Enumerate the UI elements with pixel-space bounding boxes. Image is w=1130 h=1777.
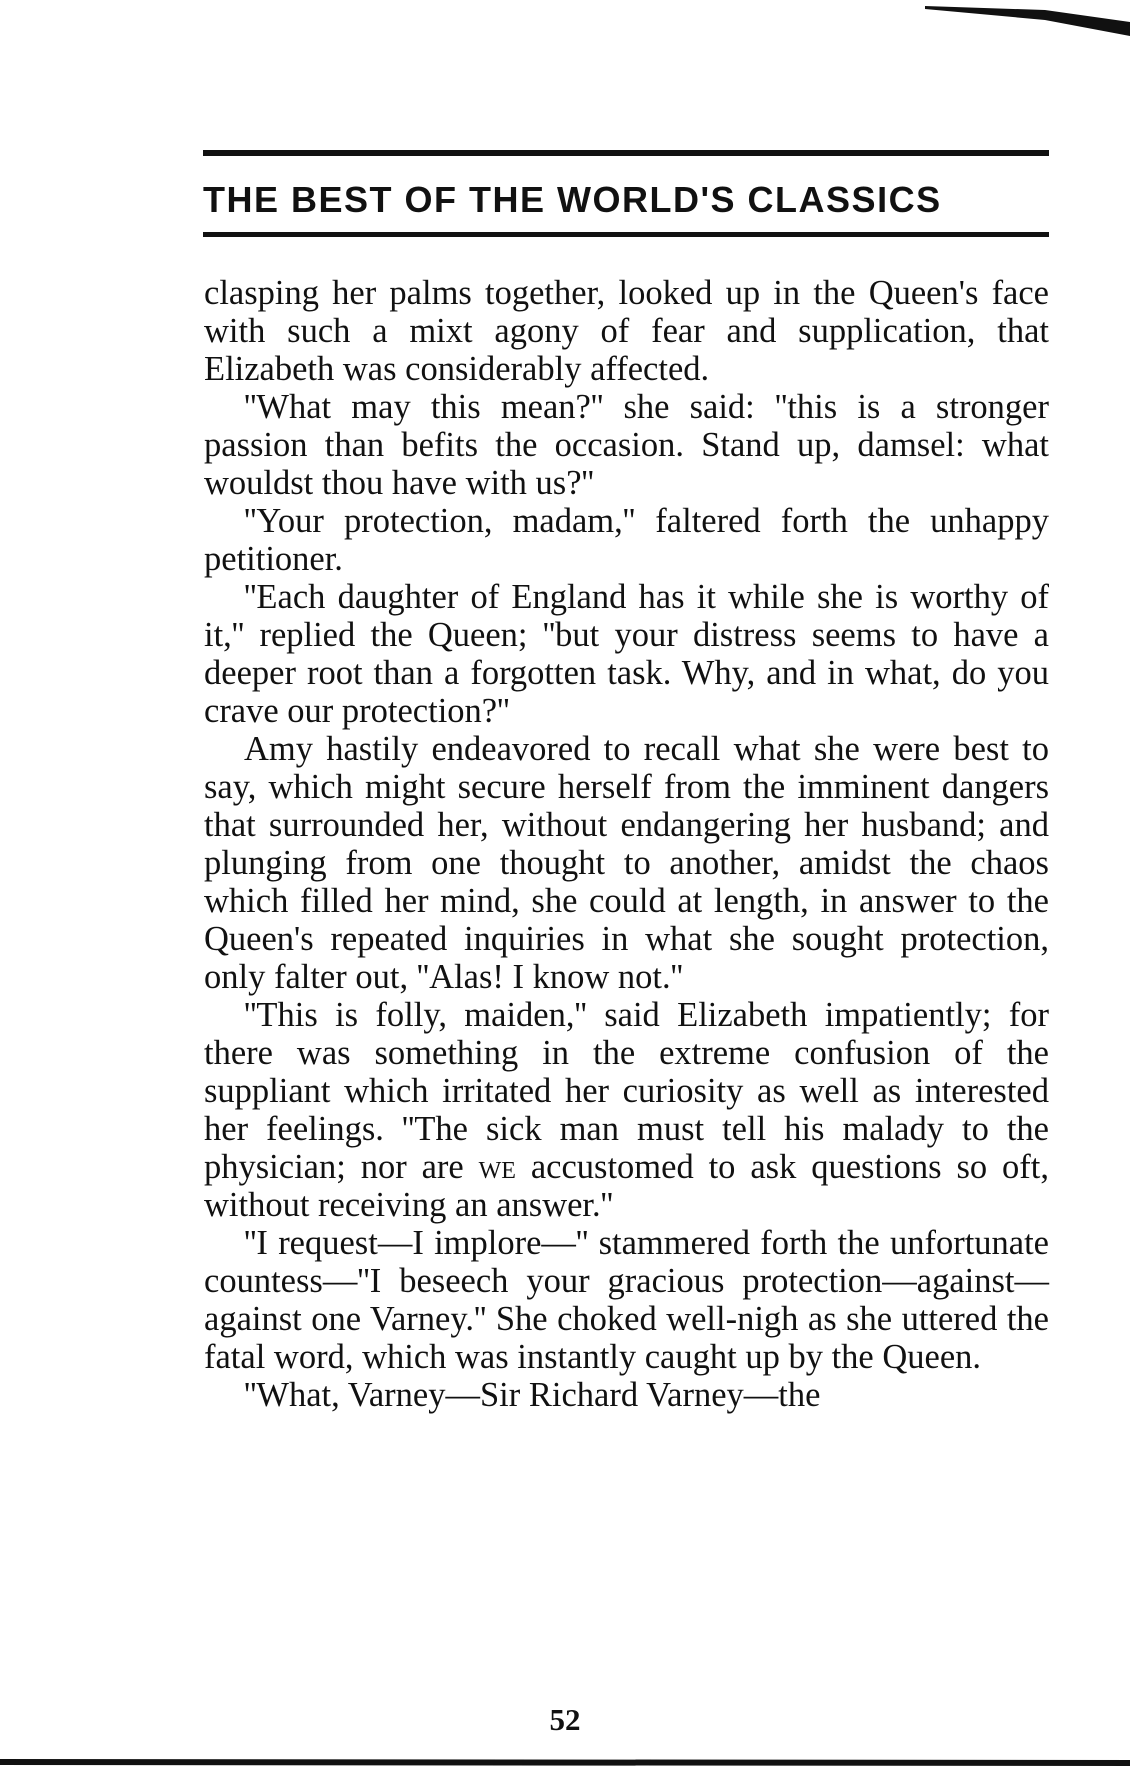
paragraph-text: ''What may this mean?'' she said: ''this is a stronger passion than befits the occasion. Stand up, damsel: what wouldst thou have with us?'' <box>204 388 1049 502</box>
small-caps-word: we <box>478 1148 516 1186</box>
paragraph <box>204 274 1049 388</box>
body-text <box>204 274 1049 1414</box>
paragraph <box>204 578 1049 730</box>
running-head-title: THE BEST OF THE WORLD'S CLASSICS <box>203 179 942 220</box>
paragraph-text: ''Each daughter of England has it while she is worthy of it,'' replied the Queen; ''but your distress seems to have a deeper root than a forgotten task. Why, and in what, do you crave our protection?'' <box>204 578 1049 730</box>
paragraph <box>204 730 1049 996</box>
paragraph-text: accustomed to ask questions so oft, without receiving an answer.'' <box>204 1148 1049 1224</box>
bottom-rule <box>0 1757 1130 1767</box>
running-head <box>203 150 1049 237</box>
paragraph-text: clasping her palms together, looked up in the Queen's face with such a mixt agony of fear and supplication, that Elizabeth was considerably affected. <box>204 274 1049 388</box>
paragraph <box>204 996 1049 1224</box>
page-number: 52 <box>549 1702 581 1737</box>
paragraph <box>204 1224 1049 1376</box>
paragraph-text: ''Your protection, madam,'' faltered forth the unhappy petitioner. <box>204 502 1049 578</box>
paragraph <box>204 502 1049 578</box>
paragraph-text: ''This is folly, maiden,'' said Elizabeth impatiently; for there was something in the extreme confusion of the suppliant which irritated her curiosity as well as interested her feelings. ''The sick man must tell his malady to the physician; nor are <box>204 996 1049 1186</box>
paragraph-text: ''What, Varney—Sir Richard Varney—the <box>244 1376 821 1414</box>
header-bottom-rule <box>203 232 1049 237</box>
paragraph-text: Amy hastily endeavored to recall what she were best to say, which might secure herself from the imminent dangers that surrounded her, without endangering her husband; and plunging from one thought to another, amidst the chaos which filled her mind, she could at length, in answer to the Queen's repeated inquiries in what she sought protection, only falter out, ''Alas! I know not.'' <box>204 730 1049 996</box>
paragraph <box>204 1376 1049 1414</box>
top-edge-mark <box>925 0 1130 40</box>
paragraph-text: ''I request—I implore—'' stammered forth the unfortunate countess—''I beseech your gracious protection—against—against one Varney.'' She choked well-nigh as she uttered the fatal word, which was instantly caught up by the Queen. <box>204 1224 1049 1376</box>
header-top-rule <box>203 150 1049 156</box>
paragraph <box>204 388 1049 502</box>
